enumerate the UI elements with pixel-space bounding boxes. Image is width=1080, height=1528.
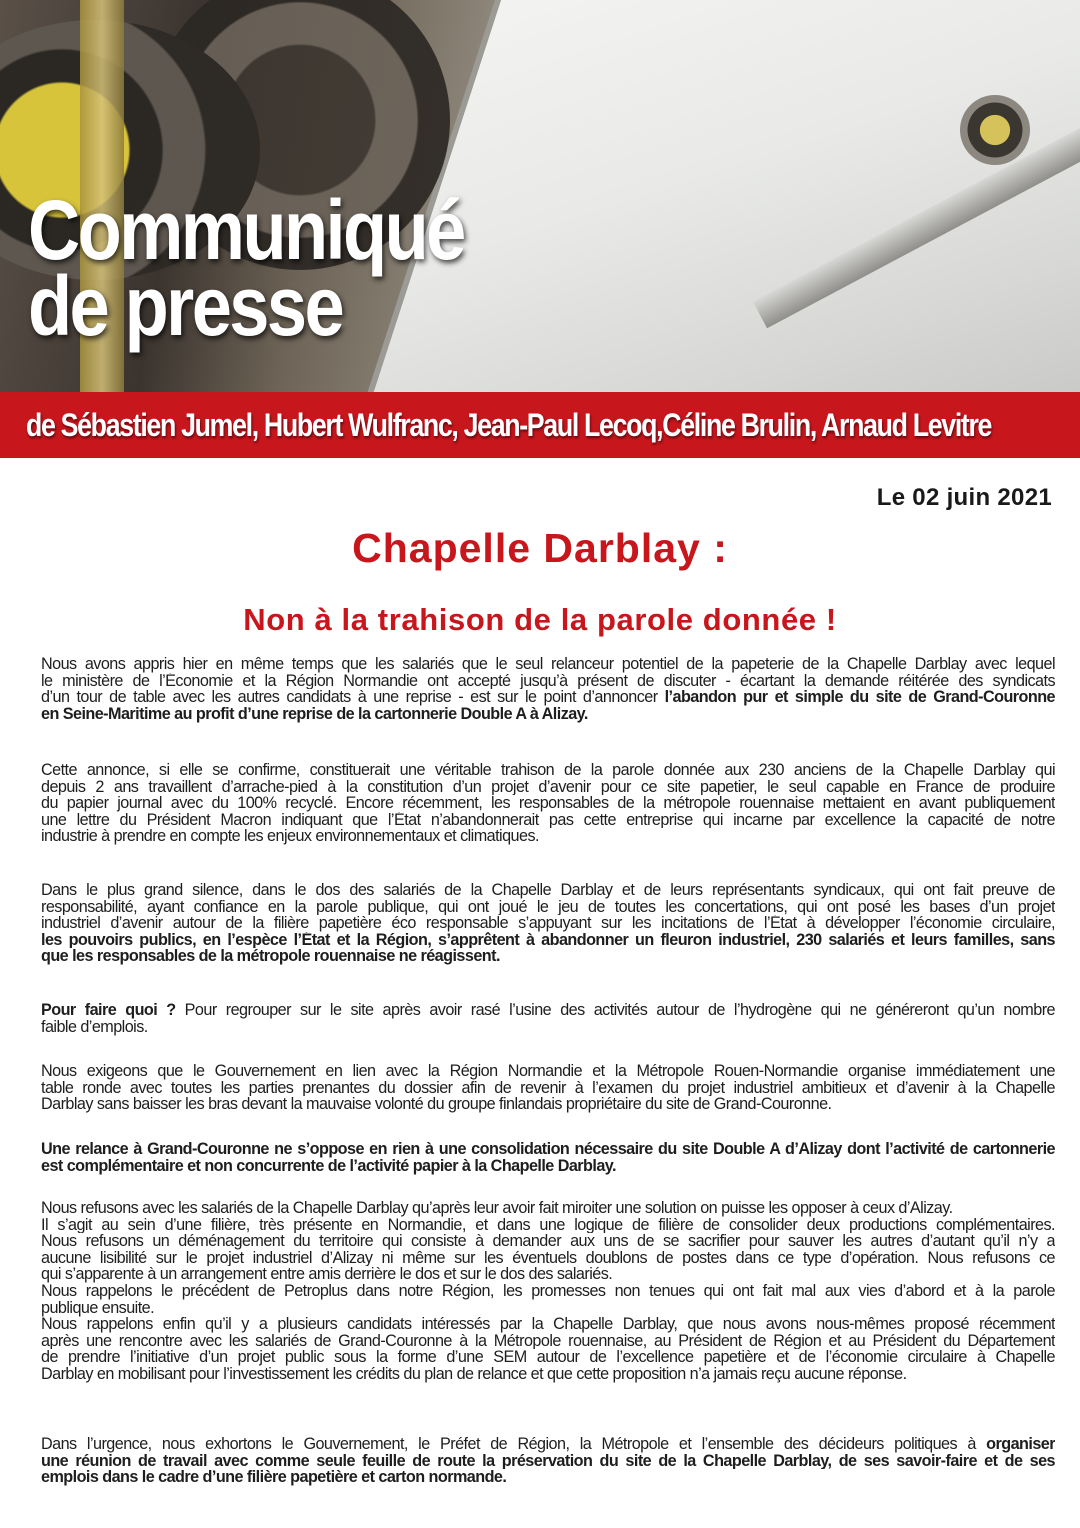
bold-span: organiser <box>986 1436 1055 1453</box>
text-line: de prendre l’initiative d’un projet public sous la forme d’une SEM autour de l’excellence papetière et de l’économie circulaire à Chapelle <box>41 1349 1055 1366</box>
title-line-1: Communiqué <box>28 183 464 277</box>
text-line: Cette annonce, si elle se confirme, constituerait une véritable trahison de la parole donnée aux 230 anciens de la Chapelle Darblay qui <box>41 762 1055 779</box>
text-line-bold: emplois dans le cadre d’une filière papetière et carton normande. <box>41 1468 507 1487</box>
text-line-bold: une réunion de travail avec comme seule feuille de route la préservation du site de la Chapelle Darblay, de ses savoir-faire et de ses <box>41 1452 1055 1470</box>
headline-subtitle: Non à la trahison de la parole donnée ! <box>243 602 837 637</box>
text-line: Nous avons appris hier en même temps que les salariés que le seul relanceur potentiel de la papeterie de la Chapelle Darblay avec lequel <box>41 656 1055 673</box>
text-span: Pour regrouper sur le site après avoir rasé l’usine des activités autour de l’hydrogène qui ne généreront qu’un nombre <box>175 1002 1055 1019</box>
headline-title: Chapelle Darblay : <box>352 525 728 571</box>
text-line-bold: est complémentaire et non concurrente de l’activité papier à la Chapelle Darblay. <box>41 1156 616 1175</box>
header-photo <box>0 0 1080 392</box>
text-line: industrie à prendre en compte les enjeux environnementaux et climatiques. <box>41 827 539 846</box>
text-span: Dans l’urgence, nous exhortons le Gouvernement, le Préfet de Région, la Métropole et l’ensemble des décideurs politiques à <box>41 1436 976 1453</box>
text-span: d’un tour de table avec les autres candidats à une reprise - est sur le point d’annoncer <box>41 689 658 706</box>
text-line: le ministère de l’Économie et la Région Normandie ont accepté jusqu’à présent de discuter - écartant la demande réitérée des syndicats <box>41 672 1055 690</box>
text-line: Nous rappelons enfin qu’il y a plusieurs candidats intéressés par la Chapelle Darblay, que nous avons nous-mêmes proposé récemment <box>41 1316 1055 1333</box>
text-line: Il s’agit au sein d’une filière, très présente en Normandie, et dans une logique de filière de consolider deux productions complémentaires. <box>41 1216 1055 1234</box>
paragraph-8 <box>41 1436 1055 1486</box>
paragraph-1 <box>41 656 1055 722</box>
text-line-bold: que les responsables de la métropole rouennaise ne réagissent. <box>41 947 500 966</box>
paragraph-5 <box>41 1063 1055 1113</box>
text-line: Darblay sans baisser les bras devant la mauvaise volonté du groupe finlandais propriétaire du site de Grand-Couronne. <box>41 1095 832 1114</box>
text-line-bold: les pouvoirs publics, en l’espèce l’État et la Région, s’apprêtent à abandonner un fleuron industriel, 230 salariés et leurs familles, sans <box>41 931 1055 949</box>
text-line: Darblay en mobilisant pour l’investissement les crédits du plan de relance et que cette proposition n’a jamais reçu aucune réponse. <box>41 1364 907 1383</box>
background-roll-graphic <box>960 95 1030 165</box>
authors-text: de Sébastien Jumel, Hubert Wulfranc, Jean-Paul Lecoq,Céline Brulin, Arnaud Levitre <box>26 407 992 443</box>
text-line: faible d’emplois. <box>41 1017 148 1036</box>
text-line: une lettre du Président Macron indiquant que l’État n’abandonnerait pas cette entreprise qui incarne par excellence la capacité de notre <box>41 811 1055 829</box>
text-line: publique ensuite. <box>41 1298 155 1317</box>
press-release-title <box>28 183 464 353</box>
text-line: table ronde avec toutes les parties prenantes du dossier afin de revenir à l’examen du projet industriel ambitieux et d’avenir à la Chapelle <box>41 1079 1055 1097</box>
text-line: depuis 2 ans travaillent d’arrache-pied à la constitution d’un projet d’avenir pour ce site papetier, le seul capable en France de produire <box>41 778 1055 796</box>
text-line: aucune lisibilité sur le projet industriel d’Alizay ni même sur les éventuels doublons de postes dans ce type d’opération. Nous refusons ce <box>41 1249 1055 1267</box>
text-line <box>41 689 1055 706</box>
paragraph-7 <box>41 1200 1055 1383</box>
release-date: Le 02 juin 2021 <box>876 484 1052 511</box>
authors-banner <box>0 392 1080 458</box>
paragraph-2 <box>41 762 1055 845</box>
text-line: Nous exigeons que le Gouvernement en lien avec la Région Normandie et la Métropole Rouen-Normandie organise immédiatement une <box>41 1063 1055 1080</box>
text-line: Nous rappelons le précédent de Petroplus dans notre Région, les promesses non tenues qui ont fait mal aux vies d’abord et à la parole <box>41 1282 1055 1300</box>
text-line: Dans le plus grand silence, dans le dos des salariés de la Chapelle Darblay et de leurs représentants syndicaux, qui ont fait preuve de <box>41 882 1055 899</box>
bold-span: l’abandon pur et simple du site de Grand-Couronne <box>664 689 1055 706</box>
text-line: qui s’apparente à un arrangement entre amis derrière le dos et sur le dos des salariés. <box>41 1265 613 1284</box>
title-line-2: de presse <box>28 259 343 353</box>
text-line: du papier journal avec du 100% recyclé. Encore récemment, les responsables de la métropole rouennaise mettaient en avant publiquement <box>41 795 1055 812</box>
text-line: responsabilité, ayant confiance en la parole publique, qui ont joué le jeu de toutes les concertations, qui ont posé les bases d’un projet <box>41 898 1055 916</box>
paragraph-4 <box>41 1002 1055 1035</box>
text-line: industriel d’avenir autour de la filière papetière éco responsable s’appuyant sur les incitations de l’État à développer l’économie circulaire, <box>41 915 1055 932</box>
text-line: Nous refusons avec les salariés de la Chapelle Darblay qu’après leur avoir fait miroiter une solution on puisse les opposer à ceux d’Alizay. <box>41 1199 953 1217</box>
text-line-bold: Une relance à Grand-Couronne ne s’oppose en rien à une consolidation nécessaire du site Double A d’Alizay dont l’activité de cartonnerie <box>41 1141 1055 1158</box>
text-line <box>41 1436 1055 1453</box>
text-line: Nous refusons un déménagement du territoire qui consiste à demander aux uns de se sacrifier pour sauver les autres d’autant qu’il n’y a <box>41 1233 1055 1250</box>
paragraph-6 <box>41 1141 1055 1174</box>
paragraph-3 <box>41 882 1055 965</box>
text-line-bold: en Seine-Maritime au profit d’une reprise de la cartonnerie Double A à Alizay. <box>41 704 588 723</box>
text-line <box>41 1002 1055 1019</box>
bold-span: Pour faire quoi ? <box>41 1002 176 1019</box>
text-line: après une rencontre avec les salariés de Grand-Couronne à la Métropole rouennaise, au Président de Région et au Président du Département <box>41 1332 1055 1350</box>
